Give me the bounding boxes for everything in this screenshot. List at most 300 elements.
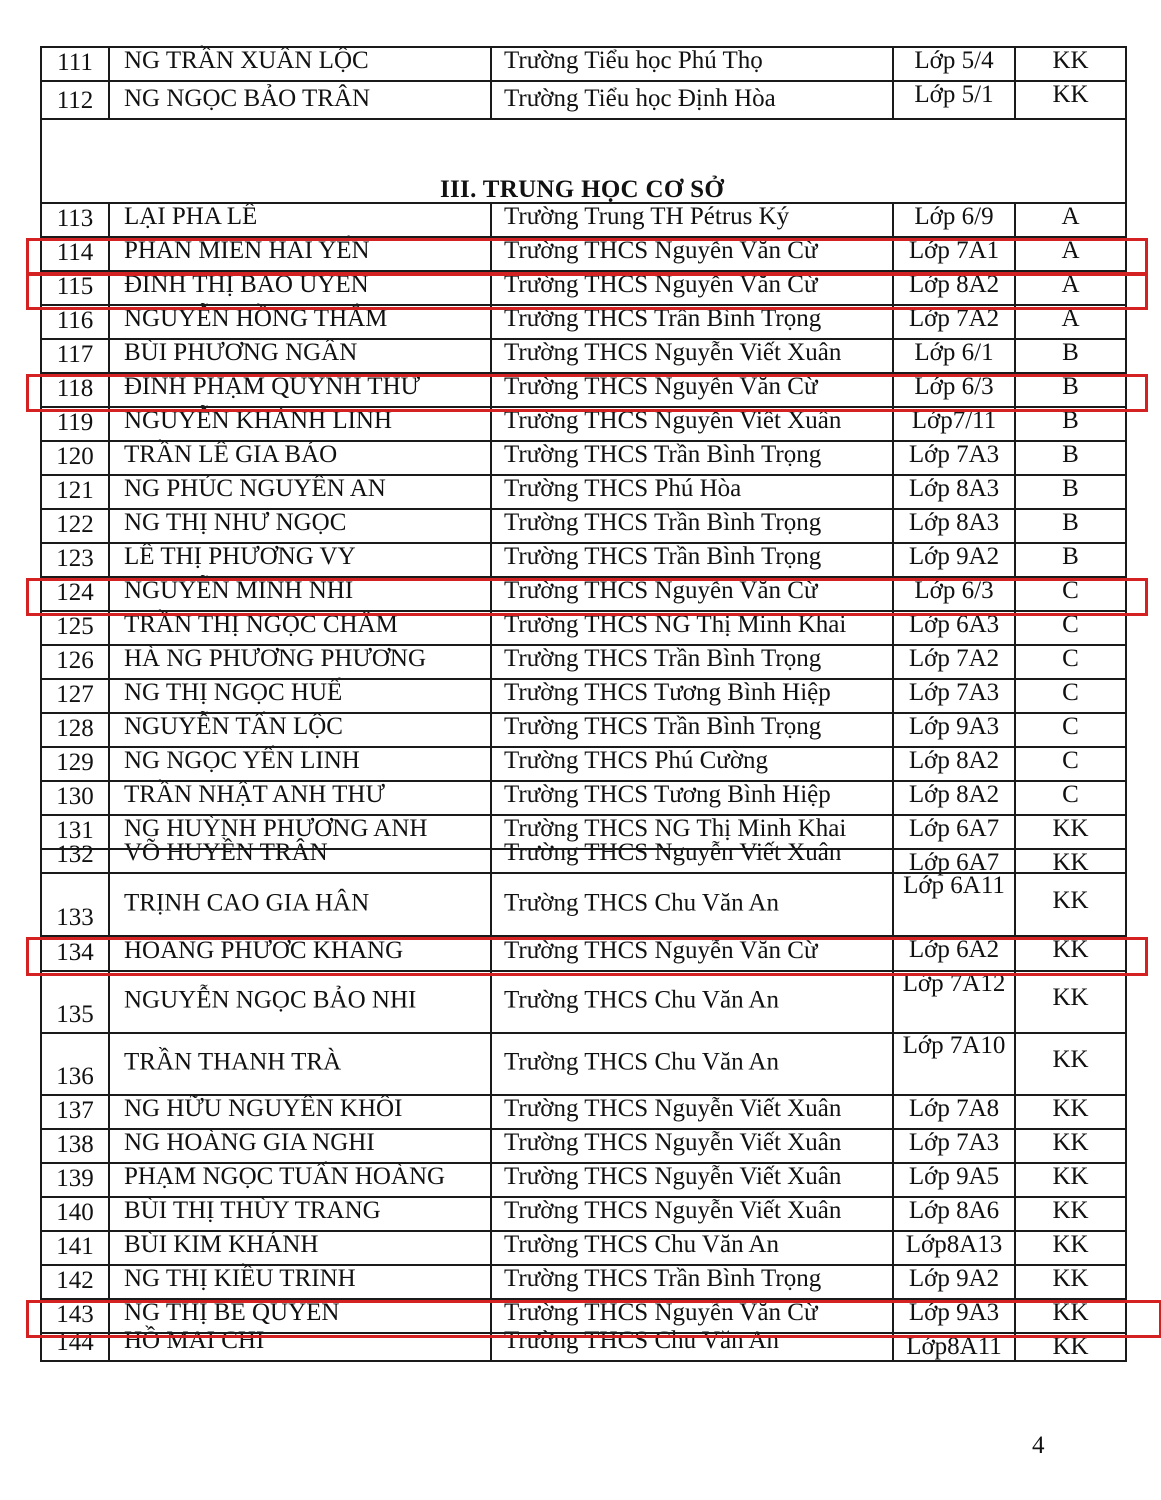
class-name: Lớp 6/3 — [914, 577, 994, 604]
row-number: 137 — [56, 1097, 94, 1125]
class-name-cell — [892, 440, 1014, 474]
highlight-box — [26, 578, 1148, 616]
student-name: NG NGỌC YẾN LINH — [124, 747, 360, 775]
school-name-cell — [490, 440, 892, 474]
class-name: Lớp 6/1 — [914, 339, 994, 366]
school-name-cell — [490, 970, 892, 1032]
row-number-cell — [40, 542, 108, 576]
prize-level: KK — [1052, 1129, 1089, 1156]
row-number: 139 — [56, 1165, 94, 1193]
student-name-cell — [108, 712, 490, 746]
prize-level-cell — [1014, 746, 1127, 780]
row-number-cell — [40, 1230, 108, 1264]
student-name: NGUYỄN MINH NHI — [124, 577, 354, 605]
student-name: NG THỊ NHƯ NGỌC — [124, 509, 347, 537]
prize-level-cell — [1014, 872, 1127, 935]
school-name-cell — [490, 1162, 892, 1196]
student-name-cell — [108, 1264, 490, 1298]
row-number-cell — [40, 508, 108, 542]
row-number-cell — [40, 1094, 108, 1128]
prize-level-cell — [1014, 1264, 1127, 1298]
school-name-cell — [490, 712, 892, 746]
class-name: Lớp 6/3 — [914, 373, 994, 400]
row-number: 144 — [56, 1329, 94, 1357]
row-number: 125 — [56, 613, 94, 641]
student-name-cell — [108, 80, 490, 118]
class-name: Lớp 7A10 — [902, 1032, 1006, 1059]
school-name: Trường THCS Nguyễn Viết Xuân — [504, 407, 842, 435]
prize-level-cell — [1014, 542, 1127, 576]
school-name: Trường Tiểu học Phú Thọ — [504, 47, 763, 75]
school-name: Trường THCS Nguyễn Viết Xuân — [504, 1197, 842, 1225]
school-name: Trường THCS Chu Văn An — [504, 889, 779, 917]
school-name: Trường THCS Trần Bình Trọng — [504, 1265, 822, 1293]
class-name: Lớp 5/1 — [914, 81, 994, 108]
school-name-cell — [490, 1196, 892, 1230]
class-name: Lớp 7A3 — [908, 1129, 1000, 1156]
class-name-cell — [892, 46, 1014, 80]
table-row — [0, 872, 1161, 935]
school-name-cell — [490, 46, 892, 80]
student-name: NG HUỲNH PHƯƠNG ANH — [124, 815, 428, 843]
row-divider — [40, 712, 1127, 714]
row-number-cell — [40, 970, 108, 1032]
class-name: Lớp 7A2 — [908, 645, 1000, 672]
school-name-cell — [490, 1230, 892, 1264]
prize-level: B — [1062, 543, 1079, 570]
class-name-cell — [892, 872, 1014, 935]
class-name: Lớp 8A3 — [908, 509, 1000, 536]
row-divider — [40, 118, 1127, 120]
school-name-cell — [490, 338, 892, 372]
student-name: BÙI PHƯƠNG NGÂN — [124, 339, 358, 367]
row-number-cell — [40, 46, 108, 80]
student-name: HÀ NG PHƯƠNG PHƯƠNG — [124, 645, 427, 673]
row-divider — [40, 872, 1127, 874]
row-number: 115 — [56, 273, 94, 301]
class-name: Lớp 7A3 — [908, 679, 1000, 706]
prize-level-cell — [1014, 780, 1127, 814]
table-row — [0, 644, 1161, 678]
school-name: Trường THCS Phú Cường — [504, 747, 769, 775]
class-name-cell — [892, 202, 1014, 236]
row-divider — [40, 678, 1127, 680]
school-name-cell — [490, 872, 892, 935]
school-name: Trường THCS Tương Bình Hiệp — [504, 781, 831, 809]
class-name-cell — [892, 1264, 1014, 1298]
table-row — [0, 440, 1161, 474]
section-title: III. TRUNG HỌC CƠ SỞ — [440, 176, 725, 203]
class-name: Lớp 9A3 — [908, 1299, 1000, 1326]
class-name: Lớp 8A2 — [908, 271, 1000, 298]
school-name-cell — [490, 839, 892, 872]
class-name-cell — [892, 474, 1014, 508]
row-number-cell — [40, 440, 108, 474]
school-name-cell — [490, 746, 892, 780]
prize-level-cell — [1014, 678, 1127, 712]
prize-level-cell — [1014, 712, 1127, 746]
class-name: Lớp 8A3 — [908, 475, 1000, 502]
table-row — [0, 970, 1161, 1032]
class-name: Lớp 7A8 — [908, 1095, 1000, 1122]
row-number: 113 — [56, 205, 94, 233]
row-number-cell — [40, 80, 108, 118]
class-name-cell — [892, 80, 1014, 118]
table-row — [0, 1230, 1161, 1264]
prize-level: C — [1062, 713, 1079, 740]
prize-level: KK — [1052, 1045, 1089, 1073]
table-row — [0, 780, 1161, 814]
class-name: Lớp 6A3 — [908, 611, 1000, 638]
row-divider — [40, 746, 1127, 748]
school-name-cell — [490, 80, 892, 118]
school-name: Trường THCS NG Thị Minh Khai — [504, 815, 847, 843]
row-divider — [40, 338, 1127, 340]
row-divider — [40, 814, 1127, 816]
school-name-cell — [490, 508, 892, 542]
school-name: Trường THCS NG Thị Minh Khai — [504, 611, 847, 639]
table-row — [0, 1032, 1161, 1094]
student-name: NG TRẦN XUÂN LỘC — [124, 47, 369, 75]
school-name: Trường THCS Trần Bình Trọng — [504, 713, 822, 741]
class-name: Lớp8A13 — [905, 1231, 1003, 1258]
prize-level: A — [1061, 237, 1080, 264]
table-row — [0, 839, 1161, 876]
school-name: Trường THCS Chu Văn An — [504, 1048, 779, 1076]
student-name: NGUYỄN KHÁNH LINH — [124, 407, 393, 435]
table-row — [0, 1196, 1161, 1230]
student-name: TRỊNH CAO GIA HÂN — [124, 889, 370, 917]
class-name-cell — [892, 1128, 1014, 1162]
school-name-cell — [490, 780, 892, 814]
school-name-cell — [490, 542, 892, 576]
prize-level: KK — [1052, 886, 1089, 914]
class-name: Lớp 6A7 — [908, 849, 1000, 876]
student-name-cell — [108, 644, 490, 678]
school-name: Trường THCS Nguyễn Văn Cừ — [504, 237, 818, 265]
school-name: Trường THCS Nguyễn Văn Cừ — [504, 1299, 818, 1327]
highlight-box — [26, 1300, 1161, 1338]
row-number: 116 — [56, 307, 94, 335]
row-divider — [40, 1162, 1127, 1164]
prize-level: C — [1062, 679, 1079, 706]
prize-level: KK — [1052, 1231, 1089, 1258]
row-number: 129 — [56, 749, 94, 777]
student-name-cell — [108, 440, 490, 474]
student-name: NGUYỄN HỒNG THẮM — [124, 305, 388, 333]
class-name: Lớp 8A6 — [908, 1197, 1000, 1224]
class-name: Lớp 8A2 — [908, 781, 1000, 808]
student-name: NG PHÚC NGUYÊN AN — [124, 475, 386, 503]
class-name: Lớp 9A2 — [908, 543, 1000, 570]
class-name: Lớp 7A12 — [902, 970, 1006, 997]
school-name-cell — [490, 202, 892, 236]
prize-level-cell — [1014, 508, 1127, 542]
table-row — [0, 542, 1161, 576]
prize-level: C — [1062, 781, 1079, 808]
class-name: Lớp 9A5 — [908, 1163, 1000, 1190]
class-name: Lớp8A11 — [906, 1333, 1002, 1360]
row-divider — [40, 474, 1127, 476]
table-row — [0, 746, 1161, 780]
row-divider — [40, 440, 1127, 442]
prize-level-cell — [1014, 644, 1127, 678]
row-number: 143 — [56, 1301, 94, 1329]
student-name: TRẦN NHẬT ANH THƯ — [124, 781, 385, 809]
prize-level-cell — [1014, 970, 1127, 1032]
school-name: Trường THCS Phú Hòa — [504, 475, 742, 503]
prize-level: KK — [1052, 1333, 1089, 1360]
row-number: 118 — [56, 375, 94, 403]
student-name-cell — [108, 508, 490, 542]
prize-level: B — [1062, 509, 1079, 536]
table-row — [0, 1128, 1161, 1162]
prize-level-cell — [1014, 848, 1127, 876]
student-name: VÕ HUYỀN TRÂN — [124, 839, 328, 867]
prize-level-cell — [1014, 202, 1127, 236]
student-name: NGUYỄN NGỌC BẢO NHI — [124, 986, 417, 1014]
prize-level-cell — [1014, 440, 1127, 474]
row-number: 119 — [56, 409, 94, 437]
school-name-cell — [490, 1094, 892, 1128]
student-name-cell — [108, 678, 490, 712]
highlight-box — [26, 272, 1148, 310]
student-name: PHAN MIÊN HẢI YẾN — [124, 237, 370, 265]
school-name: Trường THCS Trần Bình Trọng — [504, 645, 822, 673]
table-row — [0, 1264, 1161, 1298]
row-number-cell — [40, 1032, 108, 1094]
class-name-cell — [892, 970, 1014, 1032]
row-divider — [40, 644, 1127, 646]
prize-level: B — [1062, 373, 1079, 400]
row-number-cell — [40, 712, 108, 746]
class-name: Lớp 9A3 — [908, 713, 1000, 740]
prize-level-cell — [1014, 1230, 1127, 1264]
student-name-cell — [108, 872, 490, 935]
student-name: TRẦN THANH TRÀ — [124, 1048, 342, 1076]
row-number: 130 — [56, 783, 94, 811]
school-name: Trường THCS Chu Văn An — [504, 1327, 779, 1355]
student-name-cell — [108, 338, 490, 372]
class-name-cell — [892, 1162, 1014, 1196]
student-name-cell — [108, 46, 490, 80]
school-name: Trường THCS Nguyễn Văn Cừ — [504, 373, 818, 401]
row-divider — [40, 508, 1127, 510]
class-name: Lớp 7A2 — [908, 305, 1000, 332]
student-name: LẠI PHA LÊ — [124, 203, 258, 231]
prize-level: B — [1062, 441, 1079, 468]
school-name-cell — [490, 1264, 892, 1298]
school-name: Trường THCS Trần Bình Trọng — [504, 543, 822, 571]
student-name: NG THỊ BÉ QUYÊN — [124, 1299, 340, 1327]
school-name: Trường THCS Tương Bình Hiệp — [504, 679, 831, 707]
school-name: Trường THCS Nguyễn Văn Cừ — [504, 271, 818, 299]
student-name-cell — [108, 970, 490, 1032]
student-name-cell — [108, 1128, 490, 1162]
class-name-cell — [892, 678, 1014, 712]
prize-level: A — [1061, 305, 1080, 332]
row-number-cell — [40, 202, 108, 236]
class-name: Lớp 8A2 — [908, 747, 1000, 774]
class-name-cell — [892, 712, 1014, 746]
row-number: 126 — [56, 647, 94, 675]
school-name: Trường THCS Nguyễn Viết Xuân — [504, 839, 842, 867]
school-name: Trường THCS Chu Văn An — [504, 1231, 779, 1259]
prize-level-cell — [1014, 1196, 1127, 1230]
row-number-cell — [40, 678, 108, 712]
school-name: Trường THCS Trần Bình Trọng — [504, 305, 822, 333]
row-divider — [40, 780, 1127, 782]
row-divider — [40, 1094, 1127, 1096]
class-name: Lớp 9A2 — [908, 1265, 1000, 1292]
prize-level: B — [1062, 339, 1079, 366]
table-row — [0, 1094, 1161, 1128]
row-divider — [40, 1196, 1127, 1198]
school-name: Trường THCS Nguyễn Viết Xuân — [504, 1129, 842, 1157]
student-name: NGUYỄN TẤN LỘC — [124, 713, 343, 741]
prize-level-cell — [1014, 474, 1127, 508]
student-name-cell — [108, 1196, 490, 1230]
class-name: Lớp 6A7 — [908, 815, 1000, 842]
row-number: 140 — [56, 1199, 94, 1227]
row-number: 114 — [56, 239, 94, 267]
student-name: NG HỮU NGUYÊN KHÔI — [124, 1095, 403, 1123]
row-divider — [40, 1264, 1127, 1266]
student-name: TRẦN LÊ GIA BẢO — [124, 441, 338, 469]
row-number-cell — [40, 644, 108, 678]
row-divider — [40, 1360, 1127, 1362]
prize-level: KK — [1052, 983, 1089, 1011]
school-name-cell — [490, 644, 892, 678]
row-number: 134 — [56, 939, 94, 967]
class-name-cell — [892, 542, 1014, 576]
row-divider — [40, 46, 1127, 48]
row-number: 132 — [56, 841, 94, 869]
row-number-cell — [40, 780, 108, 814]
prize-level: KK — [1052, 47, 1089, 74]
student-name: HỒ MAI CHI — [124, 1327, 265, 1355]
class-name-cell — [892, 644, 1014, 678]
row-number: 141 — [56, 1233, 94, 1261]
prize-level: KK — [1052, 1299, 1089, 1326]
row-number: 111 — [57, 49, 93, 77]
highlight-box — [26, 238, 1148, 276]
school-name: Trường Trung TH Pétrus Ký — [504, 203, 790, 231]
prize-level: KK — [1052, 1265, 1089, 1292]
row-number: 121 — [56, 477, 94, 505]
student-name-cell — [108, 746, 490, 780]
row-number: 122 — [56, 511, 94, 539]
prize-level-cell — [1014, 1032, 1127, 1094]
highlight-box — [26, 374, 1148, 412]
prize-level: KK — [1052, 81, 1089, 108]
prize-level-cell — [1014, 80, 1127, 118]
prize-level-cell — [1014, 338, 1127, 372]
row-number: 136 — [56, 1063, 94, 1091]
prize-level: C — [1062, 577, 1079, 604]
row-number: 124 — [56, 579, 94, 607]
student-name: TRẦN THỊ NGỌC CHÂM — [124, 611, 398, 639]
class-name: Lớp 7A3 — [908, 441, 1000, 468]
table-row — [0, 46, 1161, 80]
class-name-cell — [892, 1230, 1014, 1264]
class-name-cell — [892, 1094, 1014, 1128]
row-number: 131 — [56, 817, 94, 845]
table-row — [0, 338, 1161, 372]
row-number-cell — [40, 746, 108, 780]
prize-level: KK — [1052, 1095, 1089, 1122]
school-name: Trường THCS Chu Văn An — [504, 986, 779, 1014]
prize-level: KK — [1052, 815, 1089, 842]
prize-level: KK — [1052, 1163, 1089, 1190]
student-name: NG THỊ NGỌC HUẾ — [124, 679, 343, 707]
student-name: ĐINH PHẠM QUỲNH THƯ — [124, 373, 421, 401]
highlight-box — [26, 937, 1148, 976]
student-name-cell — [108, 1230, 490, 1264]
student-name: NG NGỌC BẢO TRÂN — [124, 85, 371, 113]
school-name-cell — [490, 1032, 892, 1094]
table-row — [0, 712, 1161, 746]
class-name: Lớp 6A2 — [908, 936, 1000, 963]
student-name: BÙI THỊ THÙY TRANG — [124, 1197, 381, 1225]
school-name: Trường THCS Nguyễn Viết Xuân — [504, 1095, 842, 1123]
table-row — [0, 202, 1161, 236]
student-name-cell — [108, 1162, 490, 1196]
school-name: Trường THCS Trần Bình Trọng — [504, 441, 822, 469]
school-name: Trường THCS Nguyễn Văn Cừ — [504, 577, 818, 605]
row-number: 128 — [56, 715, 94, 743]
row-number-cell — [40, 1264, 108, 1298]
row-divider — [40, 1032, 1127, 1034]
school-name: Trường THCS Nguyễn Viết Xuân — [504, 1163, 842, 1191]
class-name-cell — [892, 508, 1014, 542]
table-row — [0, 1162, 1161, 1196]
class-name-cell — [892, 1196, 1014, 1230]
row-number: 112 — [56, 87, 94, 115]
student-name-cell — [108, 780, 490, 814]
school-name: Trường THCS Nguyễn Văn Cừ — [504, 937, 818, 965]
row-number: 133 — [56, 904, 94, 932]
prize-level: C — [1062, 611, 1079, 638]
student-name-cell — [108, 202, 490, 236]
prize-level: KK — [1052, 1197, 1089, 1224]
row-number-cell — [40, 474, 108, 508]
row-number: 117 — [56, 341, 94, 369]
prize-level: C — [1062, 747, 1079, 774]
class-name-cell — [892, 338, 1014, 372]
student-name: NG THỊ KIỀU TRINH — [124, 1265, 356, 1293]
class-name: Lớp 5/4 — [914, 47, 994, 74]
row-divider — [40, 202, 1127, 204]
row-number-cell — [40, 872, 108, 935]
prize-level: A — [1061, 271, 1080, 298]
class-name-cell — [892, 1032, 1014, 1094]
student-name-cell — [108, 1032, 490, 1094]
prize-level-cell — [1014, 46, 1127, 80]
student-name-cell — [108, 839, 490, 872]
school-name: Trường THCS Nguyễn Viết Xuân — [504, 339, 842, 367]
row-number-cell — [40, 1196, 108, 1230]
row-number: 142 — [56, 1267, 94, 1295]
school-name: Trường Tiểu học Định Hòa — [504, 85, 776, 113]
prize-level: B — [1062, 475, 1079, 502]
row-divider — [40, 1128, 1127, 1130]
class-name: Lớp 6A11 — [903, 872, 1005, 899]
page-number: 4 — [1032, 1432, 1045, 1459]
row-divider — [40, 80, 1127, 82]
prize-level-cell — [1014, 1128, 1127, 1162]
student-name: PHẠM NGỌC TUẤN HOÀNG — [124, 1163, 446, 1191]
